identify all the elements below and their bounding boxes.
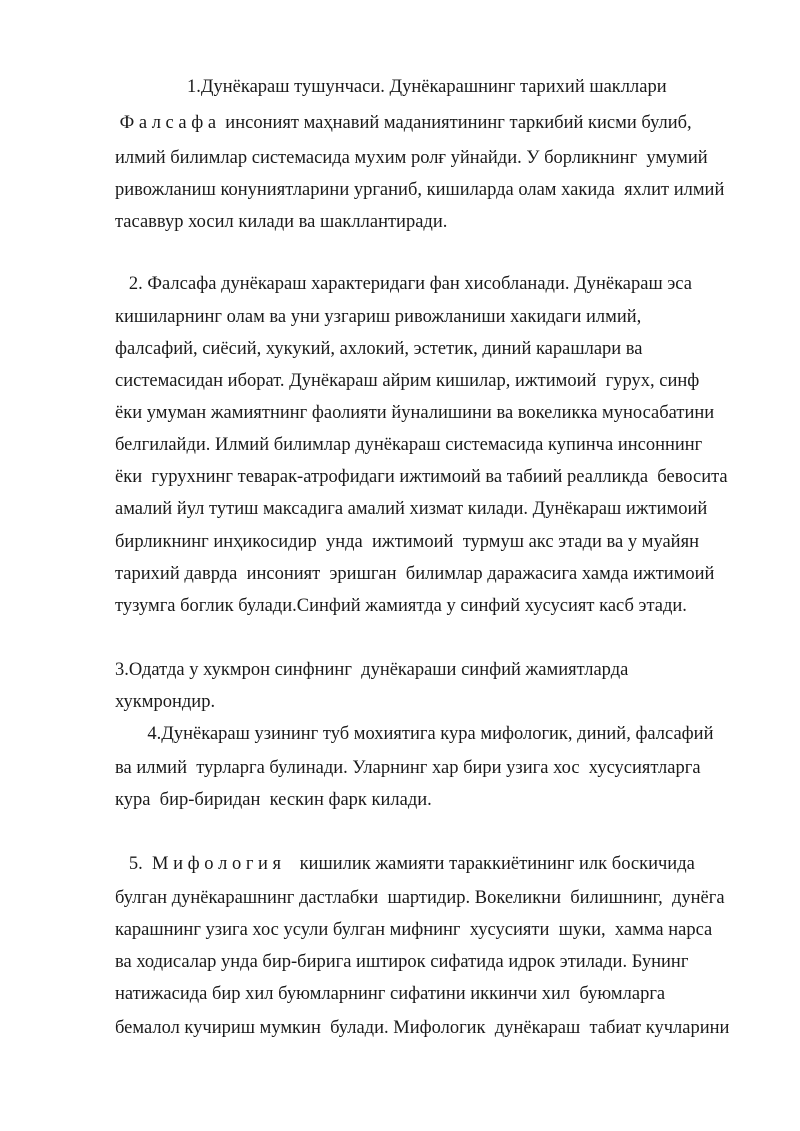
section-3-line-1: 3.Одатда у хукмрон синфнинг дунёкараши синфий жамиятларда [115, 660, 629, 680]
section-2-line-5: ёки умуман жамиятнинг фаолияти йуналишини ва вокеликка муносабатини [115, 403, 715, 423]
section-1-line-4: тасаввур хосил килади ва шакллантиради. [115, 212, 448, 232]
section-5-line-4: ва ходисалар унда бир-бирига иштирок сифатида идрок этилади. Бунинг [115, 952, 689, 972]
section-4-line-3: кура бир-биридан кескин фарк килади. [115, 790, 432, 810]
section-2-line-7: ёки гурухнинг теварак-атрофидаги ижтимоий ва табиий реалликда бевосита [115, 467, 728, 487]
section-2-line-9: бирликнинг инҳикосидир унда ижтимоий турмуш акс этади ва у муайян [115, 532, 699, 552]
section-2-line-6: белгилайди. Илмий билимлар дунёкараш системасида купинча инсоннинг [115, 435, 703, 455]
section-1-line-1: Ф а л с а ф а инсоният маҳнавий маданиятининг таркибий кисми булиб, [115, 113, 692, 133]
section-2-line-2: кишиларнинг олам ва уни узгариш ривожланиши хакидаги илмий, [115, 307, 642, 327]
section-1-line-3: ривожланиш конуниятларини урганиб, кишиларда олам хакида яхлит илмий [115, 180, 725, 200]
section-2-line-11: тузумга боглик булади.Синфий жамиятда у синфий хусусият касб этади. [115, 596, 687, 616]
section-2-line-8: амалий йул тутиш максадига амалий хизмат килади. Дунёкараш ижтимоий [115, 499, 708, 519]
section-5-line-2: булган дунёкарашнинг дастлабки шартидир. Вокеликни билишнинг, дунёга [115, 888, 725, 908]
section-5-line-3: карашнинг узига хос усули булган мифнинг хусусияти шуки, хамма нарса [115, 920, 713, 940]
section-4-line-1: 4.Дунёкараш узининг туб мохиятига кура мифологик, диний, фалсафий [115, 724, 714, 744]
section-5-line-6: бемалол кучириш мумкин булади. Мифологик дунёкараш табиат кучларини [115, 1018, 730, 1038]
section-4-line-2: ва илмий турларга булинади. Уларнинг хар бири узига хос хусусиятларга [115, 758, 701, 778]
section-5-line-5: натижасида бир хил буюмларнинг сифатини иккинчи хил буюмларга [115, 984, 666, 1004]
section-2-line-4: системасидан иборат. Дунёкараш айрим кишилар, ижтимоий гурух, синф [115, 371, 700, 391]
section-2-line-3: фалсафий, сиёсий, хукукий, ахлокий, эстетик, диний карашлари ва [115, 339, 643, 359]
section-1-line-2: илмий билимлар системасида мухим ролғ уйнайди. У борликнинг умумий [115, 148, 708, 168]
section-2-line-10: тарихий даврда инсоният эришган билимлар даражасига хамда ижтимоий [115, 564, 715, 584]
section-5-line-1: 5. М и ф о л о г и я кишилик жамияти тараккиётининг илк боскичида [115, 854, 695, 874]
section-1-title: 1.Дунёкараш тушунчаси. Дунёкарашнинг тарихий шакллари [187, 77, 667, 97]
section-2-line-1: 2. Фалсафа дунёкараш характеридаги фан хисобланади. Дунёкараш эса [115, 274, 692, 294]
section-3-line-2: хукмрондир. [115, 692, 216, 712]
